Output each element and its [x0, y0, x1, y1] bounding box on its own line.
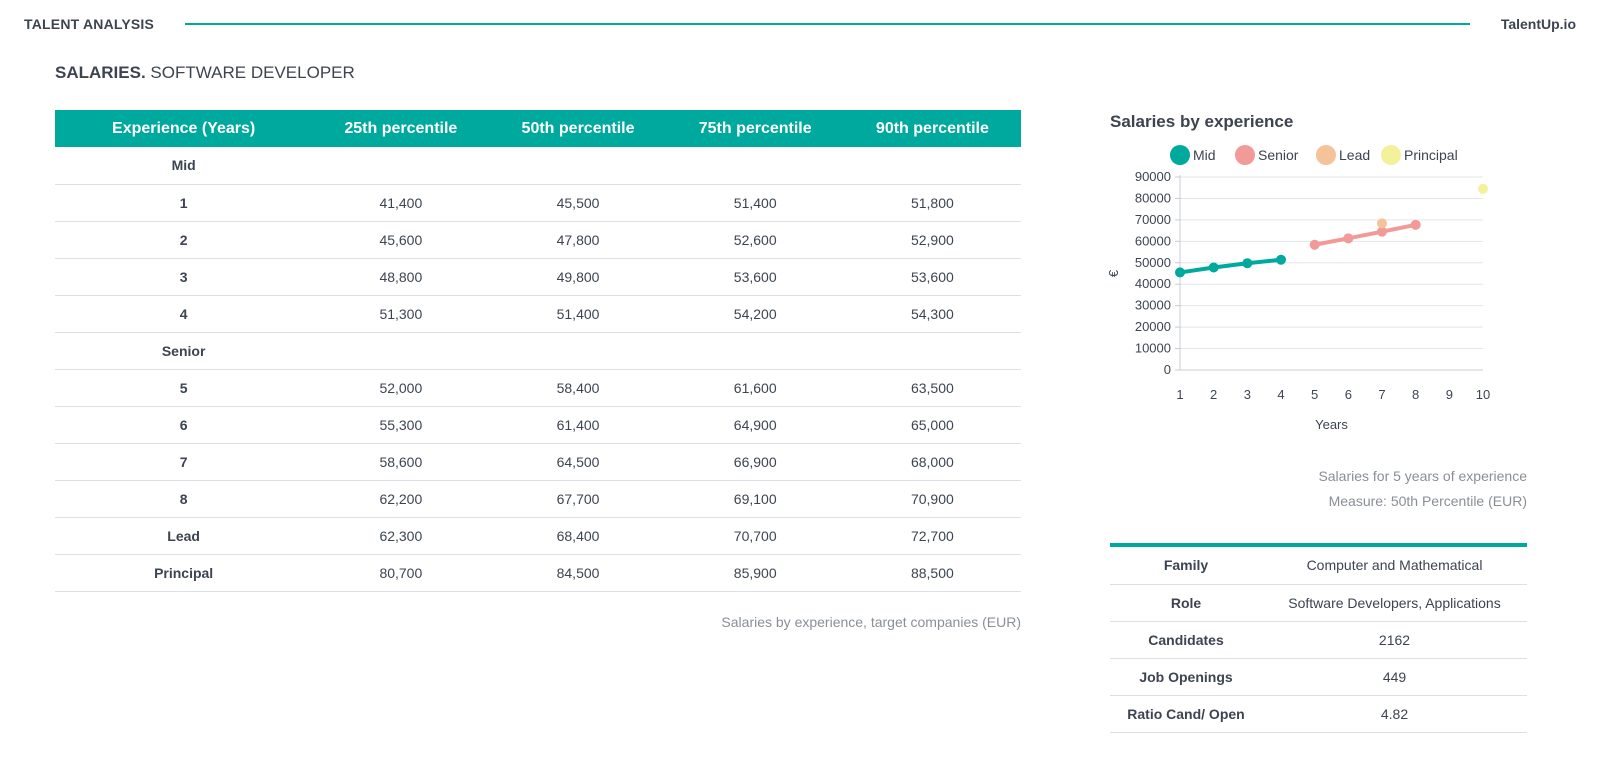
legend-swatch-lead — [1316, 145, 1336, 165]
percentile-cell-p90: 72,700 — [844, 517, 1021, 554]
info-row — [1110, 621, 1527, 658]
percentile-cell-p90: 70,900 — [844, 480, 1021, 517]
percentile-cell-p75: 51,400 — [667, 184, 844, 221]
series-line-mid — [1180, 260, 1281, 273]
percentile-cell-p75: 64,900 — [667, 406, 844, 443]
percentile-cell-p75 — [667, 332, 844, 369]
page-title — [55, 63, 355, 83]
percentile-cell-p75: 69,100 — [667, 480, 844, 517]
percentile-cell-p90: 51,800 — [844, 184, 1021, 221]
data-point-senior — [1411, 220, 1421, 230]
header-divider — [185, 23, 1470, 25]
info-key: Job Openings — [1110, 658, 1262, 695]
info-key: Role — [1110, 584, 1262, 621]
salary-table-body — [55, 147, 1021, 591]
percentile-cell-p25: 52,000 — [312, 369, 489, 406]
table-row — [55, 221, 1021, 258]
experience-cell: 1 — [55, 184, 312, 221]
percentile-cell-p25: 80,700 — [312, 554, 489, 591]
info-key: Candidates — [1110, 621, 1262, 658]
x-tick-label: 8 — [1412, 387, 1420, 402]
table-row — [55, 443, 1021, 480]
x-tick-label: 2 — [1210, 387, 1218, 402]
data-point-senior — [1343, 233, 1353, 243]
table-row — [55, 258, 1021, 295]
percentile-cell-p75: 70,700 — [667, 517, 844, 554]
percentile-cell-p50: 58,400 — [489, 369, 666, 406]
info-key: Ratio Cand/ Open — [1110, 695, 1262, 732]
table-row — [55, 517, 1021, 554]
y-tick-label: 80000 — [1134, 190, 1171, 206]
experience-cell: 2 — [55, 221, 312, 258]
percentile-cell-p75: 85,900 — [667, 554, 844, 591]
info-value: 2162 — [1262, 621, 1527, 658]
info-row — [1110, 658, 1527, 695]
info-row — [1110, 695, 1527, 732]
percentile-cell-p50 — [489, 147, 666, 184]
percentile-cell-p90: 68,000 — [844, 443, 1021, 480]
info-value: 449 — [1262, 658, 1527, 695]
salary-line-chart — [1106, 140, 1530, 450]
x-tick-label: 9 — [1445, 387, 1453, 402]
header-p50: 50th percentile — [489, 110, 666, 147]
page-title-rest: SOFTWARE DEVELOPER — [150, 63, 355, 82]
experience-cell: 4 — [55, 295, 312, 332]
percentile-cell-p25: 41,400 — [312, 184, 489, 221]
percentile-cell-p50: 51,400 — [489, 295, 666, 332]
y-tick-label: 20000 — [1134, 319, 1171, 335]
legend-label-principal: Principal — [1404, 147, 1458, 163]
table-row — [55, 332, 1021, 369]
chart-note-experience: Salaries for 5 years of experience — [1318, 468, 1527, 484]
percentile-cell-p50: 49,800 — [489, 258, 666, 295]
percentile-cell-p90: 52,900 — [844, 221, 1021, 258]
percentile-cell-p75: 61,600 — [667, 369, 844, 406]
y-tick-label: 0 — [1163, 362, 1171, 377]
table-row — [55, 406, 1021, 443]
percentile-cell-p50: 47,800 — [489, 221, 666, 258]
info-value: 4.82 — [1262, 695, 1527, 732]
brand-logo-text: TalentUp.io — [1500, 16, 1576, 32]
salary-table — [55, 110, 1021, 592]
data-point-senior — [1310, 240, 1320, 250]
info-value: Software Developers, Applications — [1262, 584, 1527, 621]
percentile-cell-p50 — [489, 332, 666, 369]
info-key: Family — [1110, 547, 1262, 584]
y-tick-label: 50000 — [1134, 254, 1171, 270]
percentile-cell-p75: 66,900 — [667, 443, 844, 480]
percentile-cell-p50: 67,700 — [489, 480, 666, 517]
percentile-cell-p25: 51,300 — [312, 295, 489, 332]
experience-cell: Principal — [55, 554, 312, 591]
y-tick-label: 40000 — [1134, 276, 1171, 292]
legend-swatch-mid — [1170, 145, 1190, 165]
experience-cell: Mid — [55, 147, 312, 184]
experience-cell: Senior — [55, 332, 312, 369]
x-tick-label: 3 — [1243, 387, 1251, 402]
y-tick-label: 90000 — [1134, 169, 1171, 184]
percentile-cell-p90 — [844, 147, 1021, 184]
info-value: Computer and Mathematical — [1262, 547, 1527, 584]
percentile-cell-p50: 84,500 — [489, 554, 666, 591]
header-p75: 75th percentile — [667, 110, 844, 147]
table-row — [55, 554, 1021, 591]
y-axis-label: € — [1106, 269, 1121, 278]
percentile-cell-p25: 62,300 — [312, 517, 489, 554]
percentile-cell-p50: 61,400 — [489, 406, 666, 443]
table-row — [55, 184, 1021, 221]
top-bar — [0, 0, 1600, 50]
percentile-cell-p90 — [844, 332, 1021, 369]
data-point-mid — [1242, 258, 1252, 268]
x-tick-label: 7 — [1378, 387, 1386, 402]
table-row — [55, 480, 1021, 517]
header-experience: Experience (Years) — [55, 110, 312, 147]
percentile-cell-p50: 64,500 — [489, 443, 666, 480]
percentile-cell-p90: 53,600 — [844, 258, 1021, 295]
data-point-mid — [1175, 267, 1185, 277]
salary-table-header — [55, 110, 1021, 147]
info-row — [1110, 584, 1527, 621]
percentile-cell-p75: 54,200 — [667, 295, 844, 332]
experience-cell: 3 — [55, 258, 312, 295]
x-tick-label: 4 — [1277, 387, 1285, 402]
x-tick-label: 5 — [1311, 387, 1319, 402]
legend-swatch-senior — [1235, 145, 1255, 165]
percentile-cell-p25: 55,300 — [312, 406, 489, 443]
page-title-bold: SALARIES. — [55, 63, 146, 82]
y-tick-label: 60000 — [1134, 233, 1171, 249]
legend-label-senior: Senior — [1258, 147, 1299, 163]
experience-cell: 7 — [55, 443, 312, 480]
percentile-cell-p25: 48,800 — [312, 258, 489, 295]
data-point-mid — [1209, 262, 1219, 272]
percentile-cell-p90: 54,300 — [844, 295, 1021, 332]
percentile-cell-p75 — [667, 147, 844, 184]
legend-label-lead: Lead — [1339, 147, 1371, 163]
info-row — [1110, 547, 1527, 584]
table-row — [55, 147, 1021, 184]
percentile-cell-p50: 68,400 — [489, 517, 666, 554]
y-tick-label: 10000 — [1134, 340, 1171, 356]
percentile-cell-p75: 52,600 — [667, 221, 844, 258]
percentile-cell-p90: 88,500 — [844, 554, 1021, 591]
x-axis-label: Years — [1315, 417, 1348, 432]
x-tick-label: 6 — [1344, 387, 1352, 402]
header-p25: 25th percentile — [312, 110, 489, 147]
experience-cell: 5 — [55, 369, 312, 406]
percentile-cell-p25 — [312, 147, 489, 184]
data-point-lead — [1377, 218, 1387, 228]
x-tick-label: 1 — [1176, 387, 1184, 402]
percentile-cell-p90: 63,500 — [844, 369, 1021, 406]
x-tick-label: 10 — [1475, 387, 1491, 402]
experience-cell: 8 — [55, 480, 312, 517]
table-row — [55, 369, 1021, 406]
info-table-body — [1110, 547, 1527, 732]
y-tick-label: 30000 — [1134, 297, 1171, 313]
percentile-cell-p25: 58,600 — [312, 443, 489, 480]
y-tick-label: 70000 — [1134, 211, 1171, 227]
percentile-cell-p50: 45,500 — [489, 184, 666, 221]
legend-label-mid: Mid — [1193, 147, 1216, 163]
experience-cell: 6 — [55, 406, 312, 443]
section-title: TALENT ANALYSIS — [24, 16, 155, 32]
percentile-cell-p75: 53,600 — [667, 258, 844, 295]
percentile-cell-p25: 45,600 — [312, 221, 489, 258]
table-caption: Salaries by experience, target companies (EUR) — [721, 614, 1021, 630]
data-point-mid — [1276, 255, 1286, 265]
data-point-principal — [1478, 184, 1488, 194]
chart-title: Salaries by experience — [1110, 112, 1294, 131]
table-row — [55, 295, 1021, 332]
header-p90: 90th percentile — [844, 110, 1021, 147]
chart-note-measure: Measure: 50th Percentile (EUR) — [1328, 493, 1527, 509]
percentile-cell-p90: 65,000 — [844, 406, 1021, 443]
legend-swatch-principal — [1381, 145, 1401, 165]
info-table — [1110, 547, 1527, 733]
experience-cell: Lead — [55, 517, 312, 554]
percentile-cell-p25: 62,200 — [312, 480, 489, 517]
percentile-cell-p25 — [312, 332, 489, 369]
